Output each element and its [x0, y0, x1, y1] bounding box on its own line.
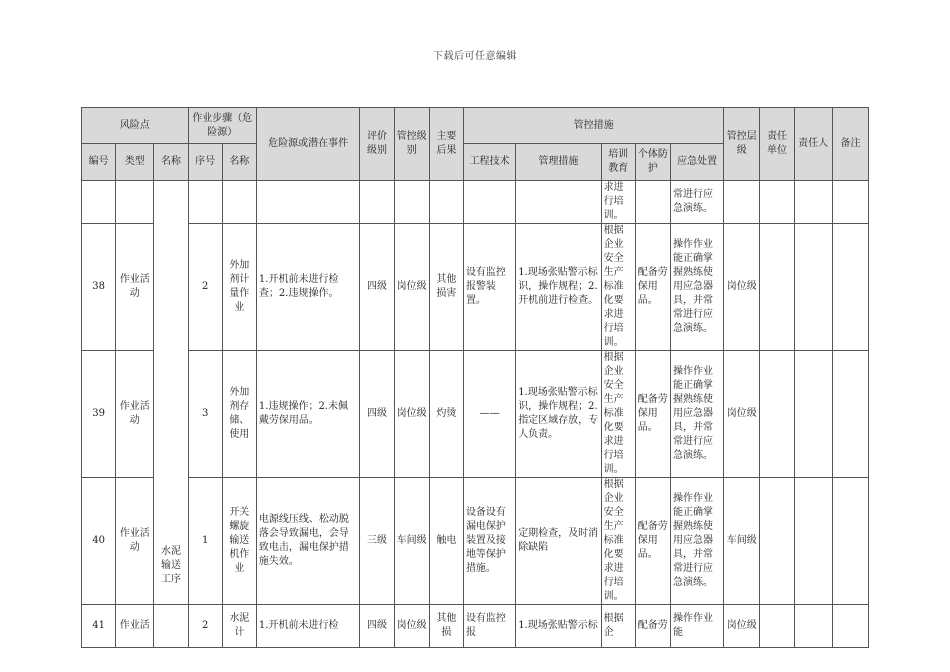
cell-engineering: 设有监控报 [463, 605, 515, 648]
header-control-tier: 管控层级 [724, 108, 760, 181]
cell-consequence: 其他损害 [429, 224, 463, 351]
header-eval-level: 评价级别 [360, 108, 394, 181]
cell-step-name: 水泥计 [222, 605, 256, 648]
cell-hazard: 1.开机前未进行检查；2.违规操作。 [256, 224, 360, 351]
cell-hazard: 电源线压线、松动脱落会导致漏电，会导致电击，漏电保护措施失效。 [256, 478, 360, 605]
cell-seq: 1 [188, 478, 222, 605]
cell-step-name: 外加剂存储、使用 [222, 351, 256, 478]
cell-seq [188, 181, 222, 224]
cell-type [116, 181, 154, 224]
cell-control: 岗位级 [394, 351, 429, 478]
table-row [82, 351, 869, 478]
header-engineering: 工程技术 [463, 144, 515, 181]
cell-emergency: 操作作业能正确掌握熟练使用应急器具，并常常进行应急演练。 [670, 224, 723, 351]
cell-control: 岗位级 [394, 605, 429, 648]
cell-number: 40 [82, 478, 116, 605]
cell-consequence [429, 181, 463, 224]
table-row [82, 478, 869, 605]
cell-remark [832, 478, 868, 605]
cell-ppe: 配备劳保用品。 [635, 224, 670, 351]
cell-remark [832, 605, 868, 648]
cell-consequence: 灼烫 [429, 351, 463, 478]
cell-engineering: —— [463, 351, 515, 478]
cell-emergency: 操作作业能正确掌握熟练使用应急器具，并常常进行应急演练。 [670, 351, 723, 478]
header-management: 管理措施 [516, 144, 601, 181]
cell-ppe: 配备劳 [635, 605, 670, 648]
cell-number: 38 [82, 224, 116, 351]
cell-emergency: 常进行应急演练。 [670, 181, 723, 224]
header-type: 类型 [116, 144, 154, 181]
cell-control: 岗位级 [394, 224, 429, 351]
cell-consequence: 触电 [429, 478, 463, 605]
cell-unit [760, 605, 794, 648]
cell-hazard: 1.违规操作；2.未佩戴劳保用品。 [256, 351, 360, 478]
cell-eval: 四级 [360, 351, 394, 478]
cell-step-name: 外加剂计量作业 [222, 224, 256, 351]
cell-tier: 车间级 [724, 478, 760, 605]
cell-remark [832, 224, 868, 351]
cell-person [794, 224, 832, 351]
header-work-step: 作业步骤（危险源） [188, 108, 256, 144]
table-row [82, 605, 869, 648]
cell-type: 作业活动 [116, 224, 154, 351]
cell-ppe [635, 181, 670, 224]
cell-unit [760, 224, 794, 351]
table-row [82, 224, 869, 351]
cell-seq: 3 [188, 351, 222, 478]
cell-ppe: 配备劳保用品。 [635, 351, 670, 478]
table-row [82, 181, 869, 224]
cell-engineering [463, 181, 515, 224]
cell-merged-name: 水泥输送工序 [154, 545, 188, 588]
cell-person [794, 605, 832, 648]
cell-type: 作业活 [116, 605, 154, 648]
cell-training: 根据企 [601, 605, 635, 648]
cell-tier: 岗位级 [724, 224, 760, 351]
cell-type: 作业活动 [116, 351, 154, 478]
header-number: 编号 [82, 144, 116, 181]
cell-emergency: 操作作业能 [670, 605, 723, 648]
cell-control: 车间级 [394, 478, 429, 605]
cell-control [394, 181, 429, 224]
cell-unit [760, 181, 794, 224]
cell-management: 1.现场张贴警示标识，操作规程；2.指定区域存放，专人负责。 [516, 351, 601, 478]
cell-person [794, 181, 832, 224]
cell-engineering: 设备设有漏电保护装置及接地等保护措施。 [463, 478, 515, 605]
header-ppe: 个体防护 [635, 144, 670, 181]
cell-step-name [222, 181, 256, 224]
header-main-consequence: 主要后果 [429, 108, 463, 181]
header-control-measures: 管控措施 [463, 108, 723, 144]
cell-training: 根据企业安全生产标准化要求进行培训。 [601, 478, 635, 605]
cell-number [82, 181, 116, 224]
cell-tier [724, 181, 760, 224]
cell-management: 1.现场张贴警示标识，操作规程；2.开机前进行检查。 [516, 224, 601, 351]
cell-number: 39 [82, 351, 116, 478]
cell-emergency: 操作作业能正确掌握熟练使用应急器具，并常常进行应急演练。 [670, 478, 723, 605]
cell-training: 根据企业安全生产标准化要求进行培训。 [601, 224, 635, 351]
cell-management [516, 181, 601, 224]
header-step-name: 名称 [222, 144, 256, 181]
cell-training: 根据企业安全生产标准化要求进行培训。 [601, 351, 635, 478]
cell-ppe: 配备劳保用品。 [635, 478, 670, 605]
cell-person [794, 351, 832, 478]
download-watermark: 下载后可任意编辑 [433, 51, 517, 62]
header-control-level: 管控级别 [394, 108, 429, 181]
header-resp-person: 责任人 [794, 108, 832, 181]
cell-engineering: 设有监控报警装置。 [463, 224, 515, 351]
cell-management: 定期检查，及时消除缺陷 [516, 478, 601, 605]
cell-seq: 2 [188, 605, 222, 648]
cell-unit [760, 351, 794, 478]
cell-step-name: 开关螺旋输送机作业 [222, 478, 256, 605]
header-hazard-event: 危险源或潜在事件 [256, 108, 360, 181]
risk-control-table [81, 107, 869, 648]
cell-seq: 2 [188, 224, 222, 351]
header-row-1 [82, 108, 869, 144]
cell-consequence: 其他损 [429, 605, 463, 648]
cell-person [794, 478, 832, 605]
cell-training: 求进行培训。 [601, 181, 635, 224]
cell-eval: 四级 [360, 605, 394, 648]
cell-type: 作业活动 [116, 478, 154, 605]
cell-remark [832, 351, 868, 478]
cell-name-empty [154, 181, 188, 605]
cell-hazard: 1.开机前未进行检 [256, 605, 360, 648]
header-remarks: 备注 [832, 108, 868, 181]
cell-eval: 四级 [360, 224, 394, 351]
header-name: 名称 [154, 144, 188, 181]
cell-remark [832, 181, 868, 224]
cell-unit [760, 478, 794, 605]
cell-number: 41 [82, 605, 116, 648]
cell-eval [360, 181, 394, 224]
cell-eval: 三级 [360, 478, 394, 605]
cell-tier: 岗位级 [724, 605, 760, 648]
header-training: 培训教育 [601, 144, 635, 181]
header-seq: 序号 [188, 144, 222, 181]
header-emergency: 应急处置 [670, 144, 723, 181]
header-resp-unit: 责任单位 [760, 108, 794, 181]
cell-tier: 岗位级 [724, 351, 760, 478]
cell-hazard [256, 181, 360, 224]
cell-management: 1.现场张贴警示标 [516, 605, 601, 648]
header-risk-point: 风险点 [82, 108, 189, 144]
